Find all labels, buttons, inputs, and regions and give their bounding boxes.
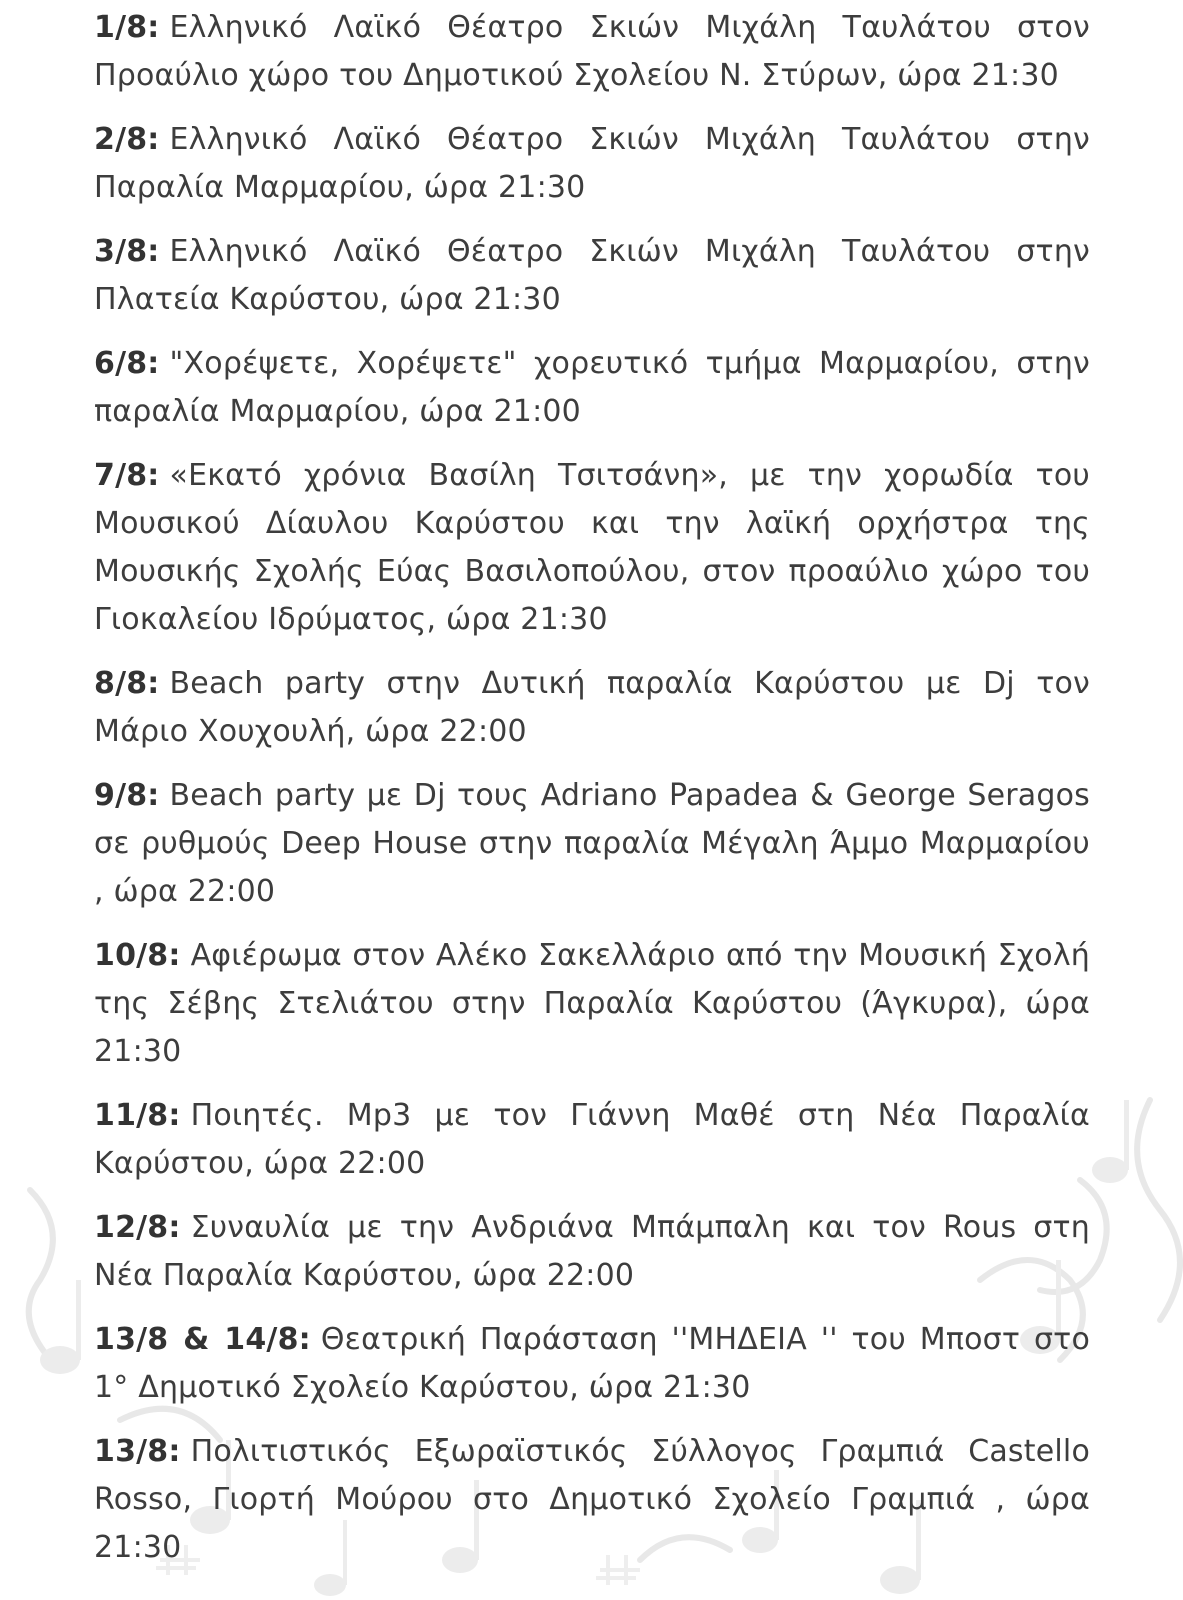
event-date: 12/8:: [94, 1210, 181, 1245]
event-entry: [94, 228, 1090, 324]
event-date: 10/8:: [94, 938, 181, 973]
event-description: Ελληνικό Λαϊκό Θέατρο Σκιών Μιχάλη Ταυλάτου στην Πλατεία Καρύστου, ώρα 21:30: [94, 234, 1090, 317]
event-date: 8/8:: [94, 666, 160, 701]
event-date: 9/8:: [94, 778, 160, 813]
event-entry: [94, 1316, 1090, 1412]
treble-clef-icon: [29, 1190, 60, 1370]
event-description: Ελληνικό Λαϊκό Θέατρο Σκιών Μιχάλη Ταυλάτου στην Παραλία Μαρμαρίου, ώρα 21:30: [94, 122, 1090, 205]
event-entry: [94, 932, 1090, 1076]
music-note-icon: [1124, 1100, 1129, 1170]
event-entry: [94, 660, 1090, 756]
event-description: Συναυλία με την Ανδριάνα Μπάμπαλη και τον Rous στη Νέα Παραλία Καρύστου, ώρα 22:00: [94, 1210, 1090, 1293]
treble-clef-icon: [1137, 1100, 1180, 1320]
event-description: Θεατρική Παράσταση ''ΜΗΔΕΙΑ '' του Μποστ στο 1° Δημοτικό Σχολείο Καρύστου, ώρα 21:30: [94, 1322, 1090, 1405]
event-entry: [94, 340, 1090, 436]
event-entry: [94, 1428, 1090, 1572]
event-description: Πολιτιστικός Εξωραϊστικός Σύλλογος Γραμπιά Castello Rosso, Γιορτή Μούρου στο Δημοτικό Σχολείο Γραμπιά , ώρα 21:30: [94, 1434, 1090, 1565]
event-entry: [94, 772, 1090, 916]
event-description: Ποιητές. Mp3 με τον Γιάννη Μαθέ στη Νέα Παραλία Καρύστου, ώρα 22:00: [94, 1098, 1090, 1181]
event-description: Beach party με Dj τους Adriano Papadea & George Seragos σε ρυθμούς Deep House στην παραλία Μέγαλη Άμμο Μαρμαρίου , ώρα 22:00: [94, 778, 1090, 909]
event-entry: [94, 452, 1090, 644]
event-entry: [94, 116, 1090, 212]
event-entry: [94, 4, 1090, 100]
music-note-icon: [1092, 1157, 1128, 1183]
event-date: 2/8:: [94, 122, 160, 157]
event-date: 13/8:: [94, 1434, 181, 1469]
event-entry: [94, 1092, 1090, 1188]
event-date: 11/8:: [94, 1098, 181, 1133]
event-date: 7/8:: [94, 458, 160, 493]
event-description: «Εκατό χρόνια Βασίλη Τσιτσάνη», με την χορωδία του Μουσικού Δίαυλου Καρύστου και την λαϊκή ορχήστρα της Μουσικής Σχολής Εύας Βασιλοπούλου, στον προαύλιο χώρο του Γιοκαλείου Ιδρύματος, ώρα 21:30: [94, 458, 1090, 637]
music-note-icon: [40, 1346, 80, 1374]
event-description: Beach party στην Δυτική παραλία Καρύστου με Dj τον Μάριο Χουχουλή, ώρα 22:00: [94, 666, 1090, 749]
event-list: [94, 4, 1090, 1588]
event-date: 6/8:: [94, 346, 160, 381]
event-date: 1/8:: [94, 10, 160, 45]
event-date: 3/8:: [94, 234, 160, 269]
event-description: Ελληνικό Λαϊκό Θέατρο Σκιών Μιχάλη Ταυλάτου στον Προαύλιο χώρο του Δημοτικού Σχολείου Ν. Στύρων, ώρα 21:30: [94, 10, 1090, 93]
event-entry: [94, 1204, 1090, 1300]
event-date: 13/8 & 14/8:: [94, 1322, 311, 1357]
music-note-icon: [76, 1280, 81, 1360]
event-description: Αφιέρωμα στον Αλέκο Σακελλάριο από την Μουσική Σχολή της Σέβης Στελιάτου στην Παραλία Καρύστου (Άγκυρα), ώρα 21:30: [94, 938, 1090, 1069]
event-description: "Χορέψετε, Χορέψετε" χορευτικό τμήμα Μαρμαρίου, στην παραλία Μαρμαρίου, ώρα 21:00: [94, 346, 1090, 429]
